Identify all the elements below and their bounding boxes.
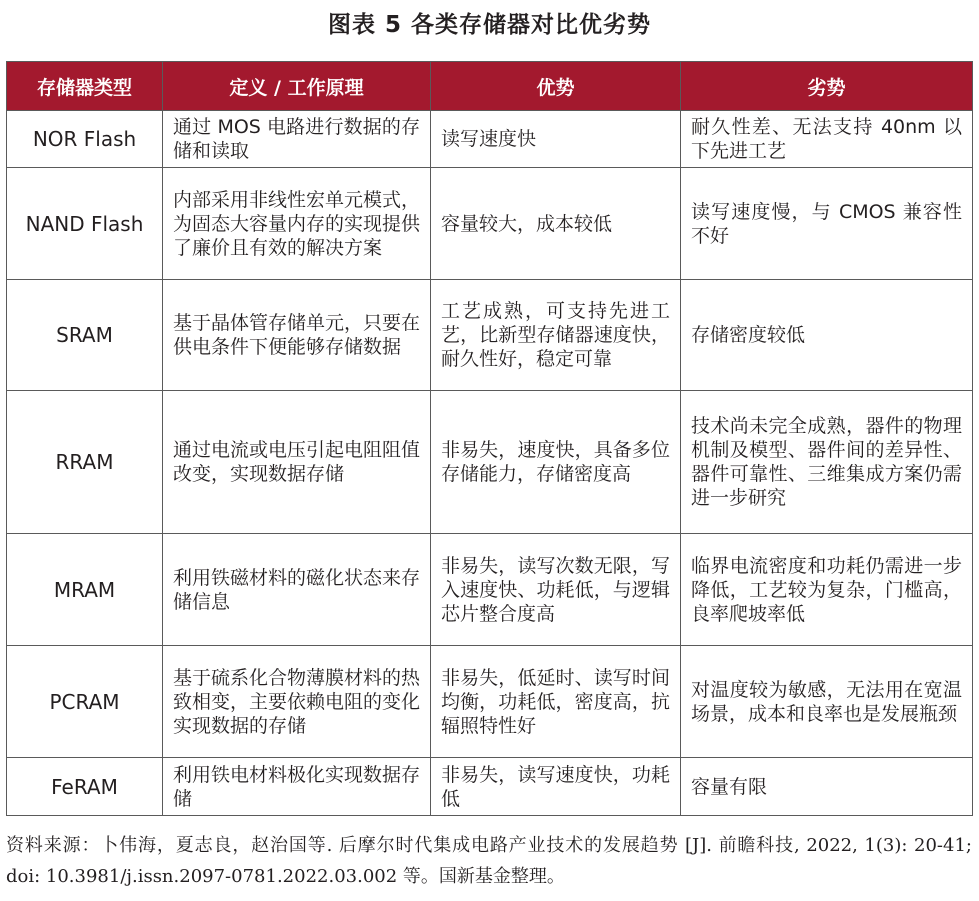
cell-disadvantages: 耐久性差、无法支持 40nm 以下先进工艺 xyxy=(681,111,973,168)
header-definition: 定义 / 工作原理 xyxy=(163,62,431,111)
cell-disadvantages: 容量有限 xyxy=(681,758,973,816)
cell-type: RRAM xyxy=(7,391,163,534)
cell-definition: 通过 MOS 电路进行数据的存储和读取 xyxy=(163,111,431,168)
table-row xyxy=(7,111,973,168)
cell-definition: 利用铁磁材料的磁化状态来存储信息 xyxy=(163,534,431,646)
cell-type: FeRAM xyxy=(7,758,163,816)
table-row xyxy=(7,758,973,816)
cell-type: SRAM xyxy=(7,280,163,391)
cell-disadvantages: 读写速度慢，与 CMOS 兼容性不好 xyxy=(681,168,973,280)
table-row xyxy=(7,646,973,758)
header-memory-type: 存储器类型 xyxy=(7,62,163,111)
table-row xyxy=(7,280,973,391)
cell-advantages: 非易失，低延时、读写时间均衡，功耗低，密度高，抗辐照特性好 xyxy=(431,646,681,758)
cell-type: PCRAM xyxy=(7,646,163,758)
cell-type: MRAM xyxy=(7,534,163,646)
table-row xyxy=(7,391,973,534)
cell-definition: 基于硫系化合物薄膜材料的热致相变，主要依赖电阻的变化实现数据的存储 xyxy=(163,646,431,758)
cell-type: NOR Flash xyxy=(7,111,163,168)
cell-advantages: 读写速度快 xyxy=(431,111,681,168)
cell-definition: 内部采用非线性宏单元模式，为固态大容量内存的实现提供了廉价且有效的解决方案 xyxy=(163,168,431,280)
cell-disadvantages: 技术尚未完全成熟，器件的物理机制及模型、器件间的差异性、器件可靠性、三维集成方案仍需进一步研究 xyxy=(681,391,973,534)
figure-title: 图表 5 各类存储器对比优劣势 xyxy=(327,12,652,38)
cell-definition: 通过电流或电压引起电阻阻值改变，实现数据存储 xyxy=(163,391,431,534)
cell-disadvantages: 存储密度较低 xyxy=(681,280,973,391)
table-row xyxy=(7,534,973,646)
header-disadvantages: 劣势 xyxy=(681,62,973,111)
cell-advantages: 容量较大，成本较低 xyxy=(431,168,681,280)
cell-disadvantages: 临界电流密度和功耗仍需进一步降低，工艺较为复杂，门槛高，良率爬坡率低 xyxy=(681,534,973,646)
memory-comparison-table xyxy=(6,61,973,816)
cell-disadvantages: 对温度较为敏感，无法用在宽温场景，成本和良率也是发展瓶颈 xyxy=(681,646,973,758)
header-advantages: 优势 xyxy=(431,62,681,111)
cell-definition: 利用铁电材料极化实现数据存储 xyxy=(163,758,431,816)
cell-advantages: 工艺成熟，可支持先进工艺，比新型存储器速度快，耐久性好，稳定可靠 xyxy=(431,280,681,391)
table-row xyxy=(7,168,973,280)
cell-advantages: 非易失，速度快，具备多位存储能力，存储密度高 xyxy=(431,391,681,534)
cell-type: NAND Flash xyxy=(7,168,163,280)
cell-advantages: 非易失，读写次数无限，写入速度快、功耗低，与逻辑芯片整合度高 xyxy=(431,534,681,646)
table-header-row xyxy=(7,62,973,111)
cell-definition: 基于晶体管存储单元，只要在供电条件下便能够存储数据 xyxy=(163,280,431,391)
cell-advantages: 非易失，读写速度快，功耗低 xyxy=(431,758,681,816)
source-note: 资料来源：卜伟海，夏志良，赵治国等. 后摩尔时代集成电路产业技术的发展趋势 [J]. 前瞻科技, 2022, 1(3): 20-41; doi: 10.3981/j.issn.2097-0781.2022.03.002 等。国新基金整理。 xyxy=(6,835,972,887)
